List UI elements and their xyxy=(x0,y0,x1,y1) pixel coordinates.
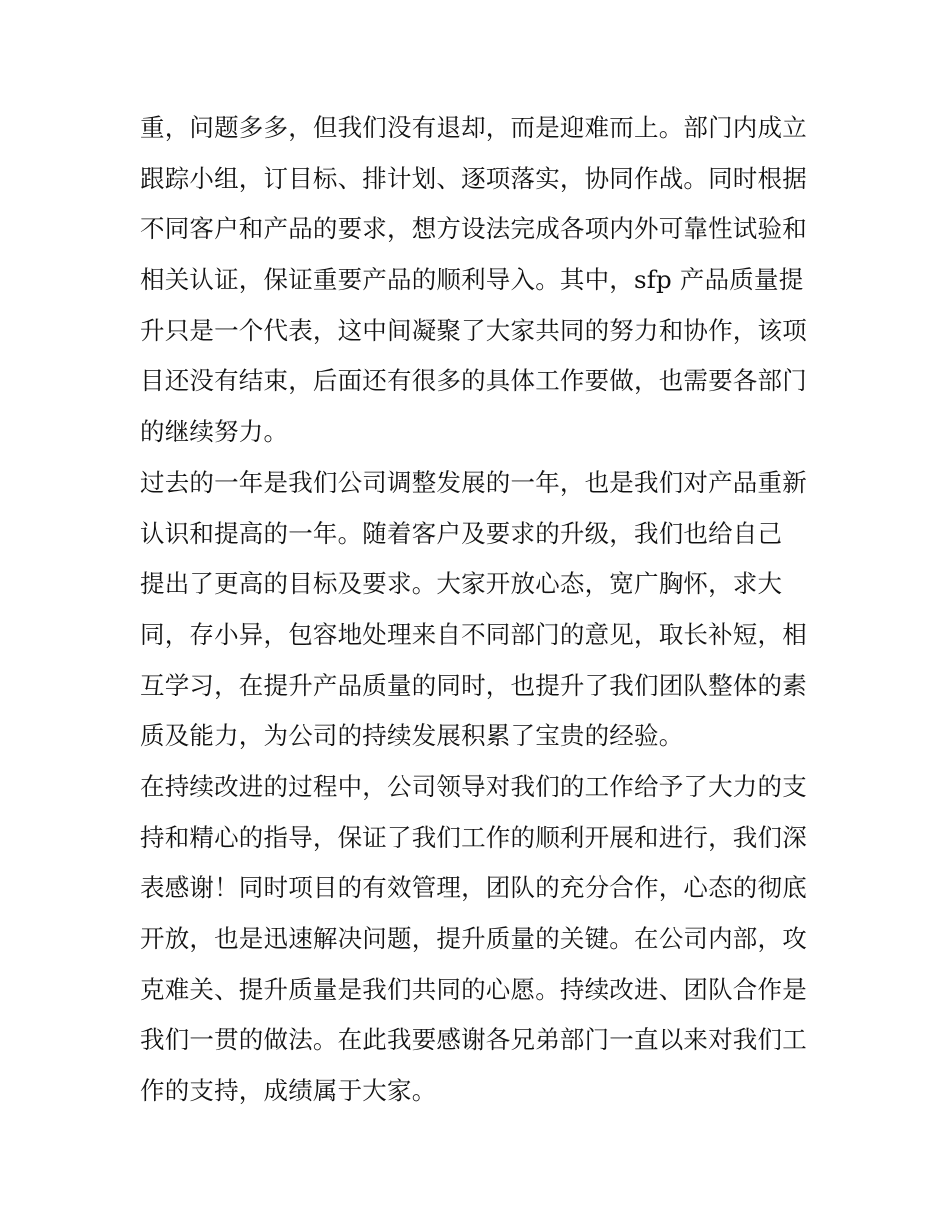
text-line: 质及能力，为公司的持续发展积累了宝贵的经验。 xyxy=(140,721,684,751)
text-line: 开放，也是迅速解决问题，提升质量的关键。在公司内部，攻 xyxy=(140,924,807,953)
text-line: 跟踪小组，订目标、排计划、逐项落实，协同作战。同时根据 xyxy=(140,163,807,193)
text-line: 不同客户和产品的要求，想方设法完成各项内外可靠性试验和 xyxy=(140,214,807,244)
text-line: 的继续努力。 xyxy=(140,417,289,447)
text-line: 持和精心的指导，保证了我们工作的顺利开展和进行，我们深 xyxy=(140,822,807,852)
text-line: 互学习，在提升产品质量的同时，也提升了我们团队整体的素 xyxy=(140,670,807,700)
text-line: 克难关、提升质量是我们共同的心愿。持续改进、团队合作是 xyxy=(140,974,807,1004)
text-line: 升只是一个代表，这中间凝聚了大家共同的努力和协作，该项 xyxy=(140,315,807,345)
text-line: 重，问题多多，但我们没有退却，而是迎难而上。部门内成立 xyxy=(140,113,807,142)
text-line: 相关认证，保证重要产品的顺利导入。其中，sfp 产品质量提 xyxy=(140,265,804,295)
text-line: 过去的一年是我们公司调整发展的一年，也是我们对产品重新 xyxy=(140,467,807,497)
text-line: 提出了更高的目标及要求。大家开放心态，宽广胸怀，求大 xyxy=(140,569,783,599)
text-line: 表感谢！同时项目的有效管理，团队的充分合作，心态的彻底 xyxy=(140,873,807,903)
text-line: 同，存小异，包容地处理来自不同部门的意见，取长补短，相 xyxy=(140,619,807,649)
text-line: 目还没有结束，后面还有很多的具体工作要做，也需要各部门 xyxy=(140,366,807,396)
text-line: 认识和提高的一年。随着客户及要求的升级，我们也给自己 xyxy=(140,518,783,548)
text-line: 我们一贯的做法。在此我要感谢各兄弟部门一直以来对我们工 xyxy=(140,1025,807,1055)
text-line: 作的支持，成绩属于大家。 xyxy=(140,1076,437,1106)
body-text xyxy=(140,103,820,1117)
text-line: 在持续改进的过程中，公司领导对我们的工作给予了大力的支 xyxy=(140,771,807,801)
